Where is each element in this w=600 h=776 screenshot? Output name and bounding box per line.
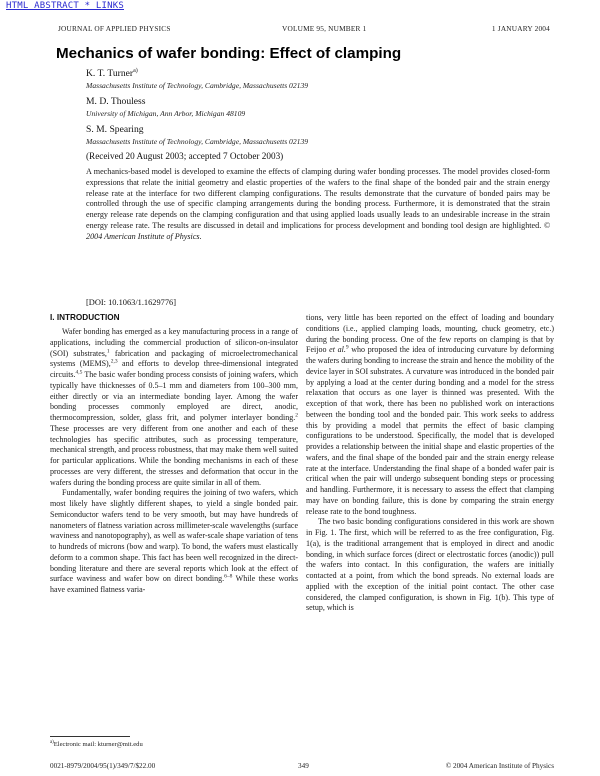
doi[interactable]: [DOI: 10.1063/1.1629776] [86, 298, 177, 307]
volume-number: VOLUME 95, NUMBER 1 [282, 24, 367, 33]
author-footnote-mark[interactable]: a) [133, 68, 138, 74]
running-header [58, 24, 550, 36]
article-title: Mechanics of wafer bonding: Effect of clamping [56, 45, 402, 62]
footnote-rule [50, 736, 130, 737]
journal-name: JOURNAL OF APPLIED PHYSICS [58, 24, 171, 33]
footnote: $^{a)}$Electronic mail: kturner@mit.edu [50, 740, 143, 749]
paragraph: Wafer bonding has emerged as a key manufacturing process in a range of applications, including the commercial production of silicon-on-insulator (SOI) substrates,$^1$ fabrication and packaging of microelectromechanical systems (MEMS),$^{2,3}$ and efforts to develop three-dimensional integrated circuits.$^{4,5}$ The basic wafer bonding process consists of joining wafers, which typically have thicknesses of 0.5–1 mm and diameters from 100–300 mm, either directly or via an intermediate bonding layer. Among the wafer bonding processes commonly employed are direct, anodic, thermocompression, solder, glass frit, and polymer interlayer bonding.$^2$ These processes are very different from one another and each of these technologies has specific attributes, such as processing temperature, mechanical strength, and process robustness, that may make them well suited for particular applications. While the bonding mechanisms in each of these processes are very different, the stresses and deformation that occur in the wafers during the bonding process are quite similar in all of them. [50, 327, 298, 487]
reference-link[interactable]: 9 [345, 344, 349, 351]
abstract: A mechanics-based model is developed to examine the effects of clamping during wafer bonding processes. The model provides closed-form expressions that relate the initial geometry and elastic properties of the wafers to the final shape of the bonded pair and the strain energy release rate at the interface for two different clamping configurations. The results demonstrate that the curvature of bonded pairs may be controlled through the use of specific clamping arrangements during the bonding process. Furthermore, it is demonstrated that the strain energy release rate depends on the clamping configuration and that using applied loads usually leads to an undesirable increase in the strain energy release rate. The results are discussed in detail and implications for process development and bonding tool design are highlighted. © 2004 American Institute of Physics. [86, 167, 550, 241]
section-heading: I. INTRODUCTION [50, 313, 120, 322]
footer-copyright: © 2004 American Institute of Physics [445, 762, 554, 770]
body-column-left [50, 327, 298, 596]
author-affiliation: Massachusetts Institute of Technology, Cambridge, Massachusetts 02139 [86, 81, 309, 90]
author-affiliation: University of Michigan, Ann Arbor, Michigan 48109 [86, 109, 246, 118]
reference-link[interactable]: 2,3 [110, 358, 118, 365]
reference-link[interactable]: 4,5 [75, 369, 83, 376]
reference-link[interactable]: 6–8 [224, 573, 233, 580]
reference-link[interactable]: 1 [106, 347, 110, 354]
author-name: K. T. Turner$^{a)}$ [86, 68, 138, 80]
paragraph: tions, very little has been reported on the effect of loading and boundary conditions (i.e., applied clamping loads, mounting, chuck geometry, etc.) during the bonding process. One of the few reports on clamping is that by Feijoo et al.$^9$ who proposed the idea of introducing curvature by deforming the wafers during bonding to increase the strain and hence the mobility of the device layer in SOI substrates. A curvature was introduced in the bonded pair by applying a load at the center during bonding and a model for the stress relaxation that occurs as one layer is thinned was presented. With the exception of that work, there has been no published work on interactions between the bonding tool and the bonded pair. This work seeks to address this by providing a model that permits the effect of basic clamping configurations to be understood. Specifically, the model that is developed provides a relationship between the initial shape and elastic properties of the wafers, and the final shape of the bonded pair and the strain energy release rate at the interface. Understanding the final shape of a bonded wafer pair is critical when the pair will undergo subsequent bonding steps or processing and handling. Furthermore, it is necessary to assess the effect that clamping may have on bonding failure, this is done by comparing the strain energy release rate to the bond toughness. [306, 313, 555, 516]
reference-link[interactable]: 2 [295, 412, 298, 419]
body-column-right [306, 313, 554, 614]
article-code: 0021-8979/2004/95(1)/349/7/$22.00 [50, 762, 156, 770]
abstract-copyright: © 2004 American Institute of Physics. [86, 220, 550, 241]
page-number: 349 [298, 762, 309, 770]
toolbar [0, 0, 600, 14]
paragraph: The two basic bonding configurations considered in this work are shown in Fig. 1. The first, which will be referred to as the free configuration, Fig. 1(a), is the traditional arrangement that is employed in direct and anodic bonding, in which surface forces (direct or electrostatic forces (anodic)) pull the wafers into contact. In this configuration, the wafers are initially contacted at a point, from which the bond spreads. No external loads are applied with the exception of the initial point contact. The other case considered, the clamped configuration, is shown in Fig. 1(b). This type of setup, which is [306, 517, 554, 613]
author-affiliation: Massachusetts Institute of Technology, Cambridge, Massachusetts 02139 [86, 137, 309, 146]
author-name: M. D. Thouless [86, 96, 146, 107]
page-footer [50, 762, 554, 772]
author-name: S. M. Spearing [86, 124, 144, 135]
received-dates: (Received 20 August 2003; accepted 7 October 2003) [86, 151, 284, 161]
html-abstract-links[interactable]: HTML ABSTRACT * LINKS [6, 1, 124, 11]
paragraph: Fundamentally, wafer bonding requires the joining of two wafers, which most likely have slightly different shapes, to yield a single bonded pair. Semiconductor wafers tend to be very smooth, but may have hundreds of nanometers of flatness variation across millimeter-scale wavelengths (surface waviness and nanotopography), as well as wafer-scale shape variation of tens to hundreds of microns (bow and warp). To bond, the wafers must elastically deform to a common shape. This fact has been well recognized in the direct-bonding literature and there are several reports which look at the effect of surface waviness and wafer bow on direct bonding.$^{6-8}$ While these works have examined flatness varia- [50, 488, 299, 594]
issue-date: 1 JANUARY 2004 [491, 24, 550, 33]
